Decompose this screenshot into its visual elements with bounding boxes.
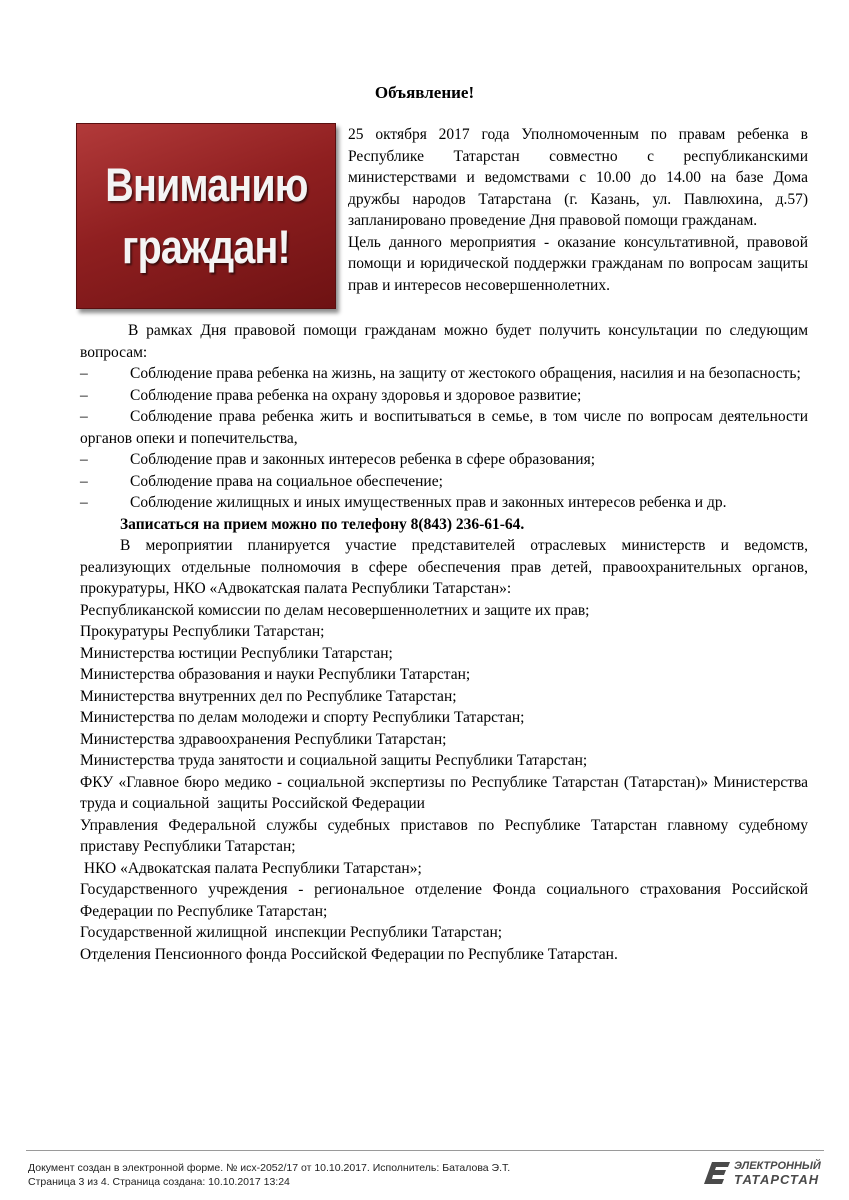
page-title: Объявление!	[374, 83, 475, 102]
intro-paragraph: 25 октября 2017 года Уполномоченным по правам ребенка в Республике Татарстан совместно с республиканскими министерствами и ведомствами с 10.00 до 14.00 на базе Дома дружбы народов Татарстана (г. Казань, ул. Павлюхина, д.57) запланировано проведение Дня правовой помощи гражданам.	[348, 126, 808, 229]
logo-mark-icon	[704, 1161, 730, 1185]
participants-list	[80, 600, 812, 966]
topic-text: Соблюдение права ребенка на охрану здоровья и здоровое развитие;	[130, 386, 582, 404]
topic-item	[80, 449, 808, 471]
participant-item: НКО «Адвокатская палата Республики Татарстан»;	[80, 859, 422, 877]
participant-item: Министерства труда занятости и социальной защиты Республики Татарстан;	[80, 752, 588, 769]
goal-paragraph: Цель данного мероприятия - оказание консультативной, правовой помощи и юридической поддержки гражданам по вопросам защиты прав и интересов несовершеннолетних.	[348, 233, 808, 294]
topic-text: Соблюдение прав и законных интересов ребенка в сфере образования;	[130, 451, 596, 468]
participant-item: Управления Федеральной службы судебных приставов по Республике Татарстан главному судебному приставу Республики Татарстан;	[80, 816, 812, 855]
topic-item	[80, 471, 808, 493]
participant-item: Министерства юстиции Республики Татарстан;	[80, 644, 393, 662]
logo-text-line-2: ТАТАРСТАН	[734, 1172, 820, 1187]
logo-text-line-1: ЭЛЕКТРОННЫЙ	[734, 1160, 821, 1172]
participant-item: ФКУ «Главное бюро медико - социальной экспертизы по Республике Татарстан (Татарстан)» Министерства труда и социальной защиты Российской Федерации	[80, 773, 812, 812]
participant-item: Отделения Пенсионного фонда Российской Федерации по Республике Татарстан.	[80, 945, 618, 963]
dash-bullet: –	[80, 451, 88, 468]
banner-line-2: граждан!	[122, 220, 290, 273]
participant-item: Прокуратуры Республики Татарстан;	[80, 623, 325, 640]
banner-line-1: Вниманию	[104, 158, 308, 211]
topic-item	[80, 363, 808, 385]
dash-bullet: –	[80, 408, 88, 425]
topic-item	[80, 406, 808, 449]
footer-line-2: Страница 3 из 4. Страница создана: 10.10.2017 13:24	[28, 1176, 290, 1188]
participant-item: Министерства внутренних дел по Республике Татарстан;	[80, 687, 457, 705]
topic-item	[80, 385, 808, 407]
participant-item: Государственного учреждения - региональное отделение Фонда социального страхования Российской Федерации по Республике Татарстан;	[80, 881, 812, 920]
topics-intro: В рамках Дня правовой помощи гражданам можно будет получить консультации по следующим вопросам:	[80, 322, 808, 361]
topic-text: Соблюдение жилищных и иных имущественных прав и законных интересов ребенка и др.	[130, 494, 727, 511]
topic-text: Соблюдение права на социальное обеспечение;	[130, 472, 443, 490]
topic-item	[80, 492, 808, 514]
document-body	[80, 124, 812, 965]
electronic-tatarstan-logo	[704, 1160, 822, 1188]
topic-text: Соблюдение права ребенка жить и воспитываться в семье, в том числе по вопросам деятельности органов опеки и попечительства,	[80, 408, 808, 447]
dash-bullet: –	[80, 365, 88, 382]
participant-item: Министерства образования и науки Республики Татарстан;	[80, 666, 471, 683]
footer-line-1: Документ создан в электронной форме. № исх-2052/17 от 10.10.2017. Исполнитель: Баталова Э.Т.	[28, 1162, 511, 1174]
participant-item: Республиканской комиссии по делам несовершеннолетних и защите их прав;	[80, 601, 590, 619]
topic-text: Соблюдение права ребенка на жизнь, на защиту от жестокого обращения, насилия и на безопасность;	[130, 365, 801, 382]
banner-spacer	[80, 124, 348, 320]
topics-list	[80, 363, 808, 514]
participant-item: Министерства по делам молодежи и спорту Республики Татарстан;	[80, 709, 525, 726]
participant-item: Министерства здравоохранения Республики Татарстан;	[80, 730, 447, 748]
dash-bullet: –	[80, 472, 88, 490]
phone-line: Записаться на прием можно по телефону 8(843) 236-61-64.	[120, 515, 525, 533]
dash-bullet: –	[80, 494, 88, 511]
footer-divider	[26, 1150, 824, 1151]
dash-bullet: –	[80, 386, 88, 404]
participant-item: Государственной жилищной инспекции Республики Татарстан;	[80, 924, 503, 941]
participants-intro: В мероприятии планируется участие представителей отраслевых министерств и ведомств, реализующих отдельные полномочия в сфере обеспечения прав детей, правоохранительных органов, прокуратуры, НКО «Адвокатская палата Республики Татарстан»:	[80, 537, 808, 597]
